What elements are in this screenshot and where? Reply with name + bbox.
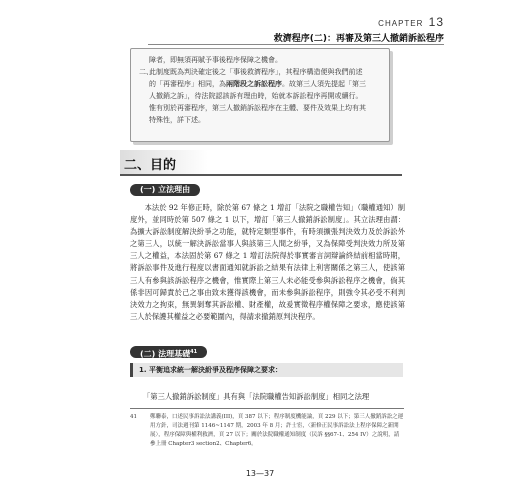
header-rule (148, 44, 444, 45)
chapter-label-text: CHAPTER (378, 19, 424, 28)
paragraph-text: 本法於 92 年修正時，除於第 67 條之 1 增訂「法院之職權告知」（職權通知）制度外，並同時於第 507 條之 1 以下，增訂「第三人撤銷訴訟制度」。其立法理由謂：為擴大訴訟制度解決紛爭之功能，就特定類型事件，有時須擴張判決效力及於訴訟外之第三人，以統一解決訴訟當事人與該第三人間之紛爭，又為保障受判決效力所及第三人之權益，本法固於第 67 條之 1 增訂法院得於事實審言詞辯論終結前相當時期，將訴訟事件及進行程度以書面通知就訴訟之結果有法律上利害關係之第三人，使該第三人有參與該訴訟程序之機會，惟實際上第三人未必能受參與訴訟程序之機會，倘其係非因可歸責於己之事由致未獲得該機會，而未參與訴訟程序，則強令其必受不利判決效力之拘束，無異剝奪其訴訟權、財產權，故爰實徵程序權保障之要求，應使該第三人於保護其權益之必要範圍內，得請求撤銷原判決程序。 (130, 203, 405, 321)
body-text-line: 「第三人撤銷訴訟制度」具有與「法院職權告知訴訟制度」相同之法理 (143, 392, 370, 401)
footnote-number: 41 (130, 414, 137, 420)
running-title: 救濟程序(二)：再審及第三人撤銷訴訟程序 (273, 34, 444, 44)
subsection-label-2 (130, 346, 207, 358)
subhead-balance: 1. 平衡追求統一解決紛爭及程序保障之要求： (130, 363, 403, 377)
box-item-2-line-3: 人撤銷之訴」，待法院認該訴有理由時，始就本訴訟程序再開或續行。 (149, 92, 363, 100)
footnote-rule (130, 408, 404, 409)
footnote-41 (130, 413, 404, 449)
section-title: 二、目的 (124, 158, 177, 173)
subsection-label-2-text: (二) 法理基礎 (140, 349, 191, 359)
chapter-number: 13 (428, 15, 444, 29)
box-bold-text: 兩階段之訴訟程序 (226, 80, 282, 88)
box-item-2-line-4: 惟有別於再審程序，第三人撤銷訴訟程序在主體、要件及效果上均有其 (149, 104, 366, 112)
footnote-marker: 41 (190, 349, 198, 355)
box-item-2-line-5: 特殊性，詳下述。 (149, 116, 205, 124)
box-item-2-line-2 (149, 78, 366, 90)
chapter-label (378, 15, 444, 29)
box-item-2-number: 二、 (139, 68, 153, 76)
box-item-2 (139, 66, 381, 126)
box-line-1: 障者，即無須再賦予事後程序保障之機會。 (149, 56, 282, 64)
box-text: 。故第三人須先提起「第三 (282, 80, 366, 88)
box-item-2-line-1: 此制度既為判決確定後之「事後救濟程序」，其程序構造便與我們前述 (149, 68, 363, 76)
subsection-label-1: (一) 立法理由 (130, 184, 200, 196)
paragraph-legislative-reason (130, 202, 405, 323)
note-box (130, 48, 390, 142)
page-number: 13—37 (245, 469, 275, 478)
box-text: 的「再審程序」相同，為 (149, 80, 226, 88)
footnote-text: 鄭聯泰，口述民事訴訟法講義(III)，頁 387 以下；程序制度機能論，頁 229 以下；第三人撤銷訴訟之運用方針，司法週刊第 1146~1147 期，2003 年 8 月；許士宦，〈新修正民事訴訟法上程序保障之新開展〉，程序保障與權利救濟，頁 27 以下；關於法院職權通知制度（民訴 §§67-1、254 IV）之說明，請參上冊 Chapter3 section2、Chapter6。 (150, 414, 404, 447)
